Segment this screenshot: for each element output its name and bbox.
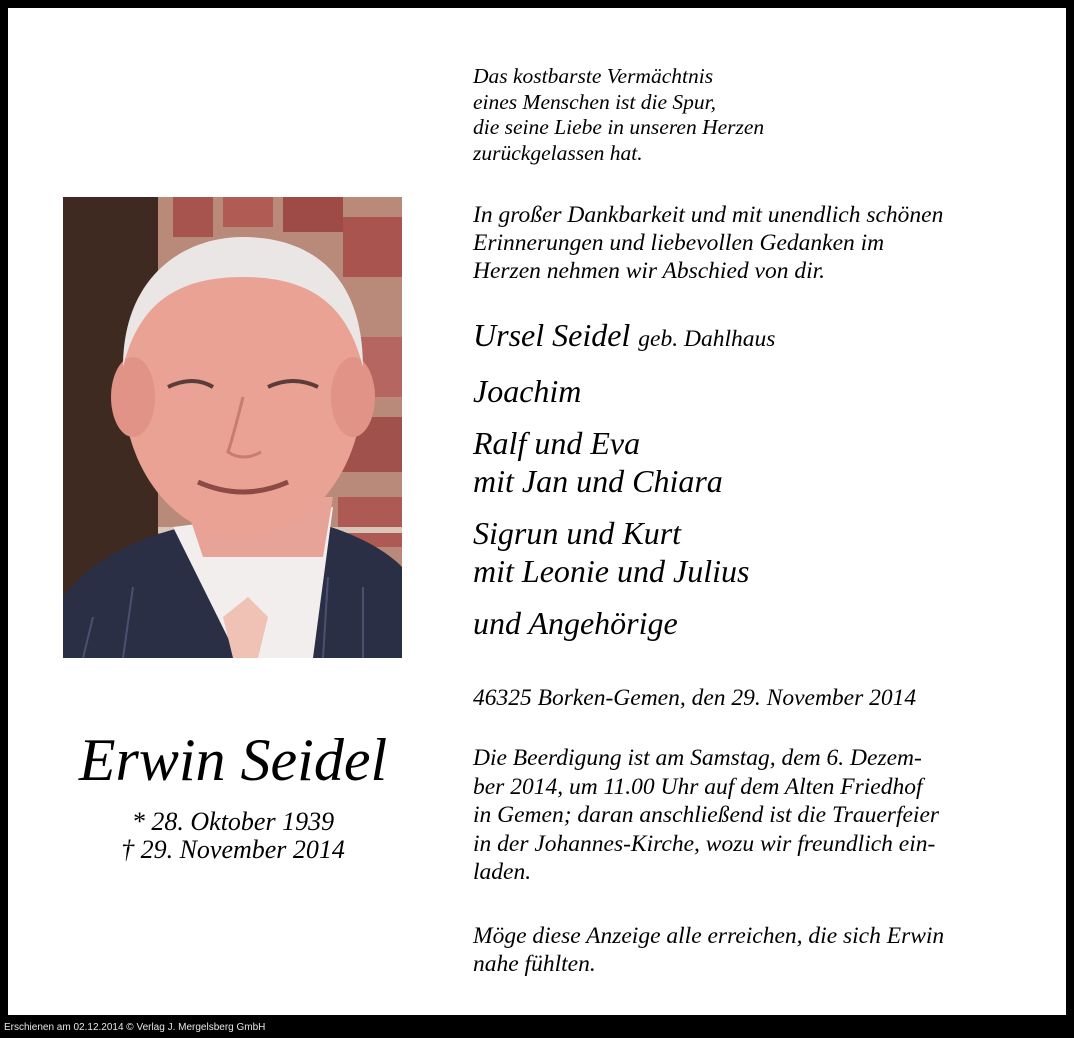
son2-line: Ralf und Eva: [473, 425, 641, 461]
wife-maiden-name: geb. Dahlhaus: [638, 326, 776, 352]
daughter-line: Sigrun und Kurt: [473, 515, 682, 551]
place-date: [473, 684, 916, 712]
relatives-line: und Angehörige: [473, 605, 678, 641]
closing-line: Möge diese Anzeige alle erreichen, die sich Erwin: [473, 923, 945, 949]
life-dates: [8, 808, 458, 864]
closing-line: nahe fühlten.: [473, 951, 596, 977]
farewell-text: [473, 201, 943, 285]
obituary-card: [8, 8, 1066, 1015]
family-son1: [473, 372, 775, 410]
family-wife: [473, 316, 775, 358]
funeral-line: ber 2014, um 11.00 Uhr auf dem Alten Friedhof: [473, 773, 923, 800]
poem-line: Das kostbarste Vermächtnis: [473, 64, 714, 88]
funeral-line: in der Johannes-Kirche, wozu wir freundlich ein-: [473, 830, 936, 857]
birth-date: * 28. Oktober 1939: [131, 807, 335, 836]
family-relatives: [473, 604, 775, 642]
funeral-line: in Gemen; daran anschließend ist die Trauerfeier: [473, 802, 940, 828]
poem-line: zurückgelassen hat.: [473, 140, 643, 165]
family-list: [473, 316, 775, 656]
death-date: † 29. November 2014: [121, 835, 345, 864]
deceased-name: Erwin Seidel: [78, 727, 388, 793]
publication-footer: Erschienen am 02.12.2014 © Verlag J. Mergelsberg GmbH: [4, 1022, 266, 1033]
poem-line: die seine Liebe in unseren Herzen: [473, 115, 765, 139]
place-date-line: 46325 Borken-Gemen, den 29. November 2014: [473, 685, 917, 711]
son1-name: Joachim: [473, 373, 582, 409]
family-son2: [473, 424, 775, 500]
farewell-line: In großer Dankbarkeit und mit unendlich schönen: [473, 202, 944, 228]
wife-name: Ursel Seidel: [473, 317, 631, 353]
farewell-line: Herzen nehmen wir Abschied von dir.: [473, 258, 826, 284]
son2-line: mit Jan und Chiara: [473, 463, 723, 499]
funeral-info: [473, 744, 939, 887]
farewell-line: Erinnerungen und liebevollen Gedanken im: [473, 230, 885, 256]
poem: [473, 64, 764, 166]
family-daughter: [473, 514, 775, 590]
funeral-line: Die Beerdigung ist am Samstag, dem 6. Dezem-: [473, 745, 922, 771]
portrait-photo: [63, 197, 402, 658]
funeral-line: laden.: [473, 859, 532, 885]
daughter-line: mit Leonie und Julius: [473, 553, 750, 589]
closing-text: [473, 922, 944, 978]
poem-line: eines Menschen ist die Spur,: [473, 89, 717, 114]
